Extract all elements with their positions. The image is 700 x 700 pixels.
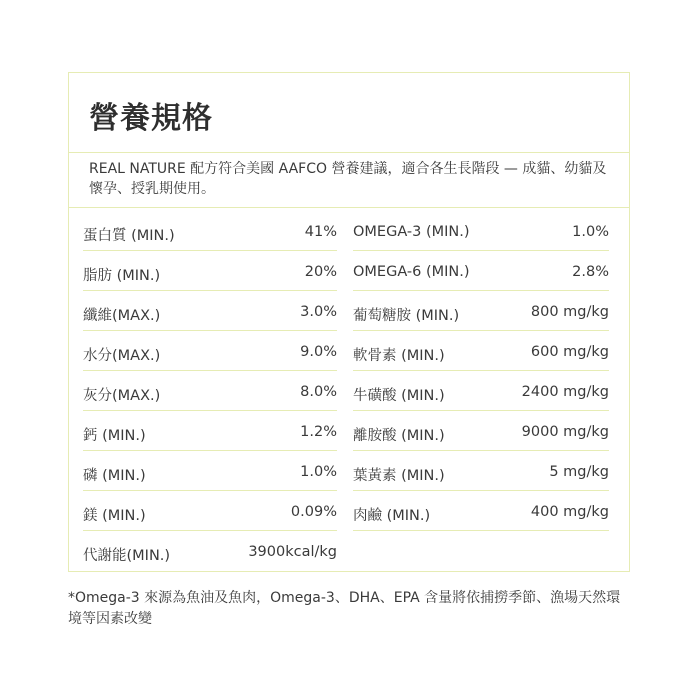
nutrient-row [83,491,337,531]
nutrient-label: 牛磺酸 (MIN.) [353,388,445,404]
nutrient-row [353,291,609,331]
nutrient-value: 9000 mg/kg [521,424,609,440]
nutrient-value: 1.2% [300,424,337,440]
nutrient-row [83,411,337,451]
nutrient-label: OMEGA-3 (MIN.) [353,224,470,240]
nutrient-row [353,451,609,491]
nutrient-row [83,371,337,411]
nutrient-label: 離胺酸 (MIN.) [353,428,445,444]
nutrient-value: 600 mg/kg [530,344,609,360]
nutrient-value: 3900kcal/kg [248,544,337,560]
nutrient-row [353,411,609,451]
title-divider [69,152,629,153]
nutrient-label: 灰分(MAX.) [83,388,161,404]
nutrient-value: 400 mg/kg [530,504,609,520]
intro-divider [69,207,629,208]
nutrient-value: 800 mg/kg [530,304,609,320]
nutrient-row [353,371,609,411]
nutrient-value: 8.0% [300,384,337,400]
nutrient-label: 代謝能(MIN.) [83,548,171,564]
nutrition-card [68,72,630,572]
nutrient-label: 水分(MAX.) [83,348,161,364]
nutrient-row [83,531,337,571]
intro-text: REAL NATURE 配方符合美國 AAFCO 營養建議，適合各生長階段 — 成貓、幼貓及懷孕、授乳期使用。 [89,161,607,197]
nutrient-row [83,291,337,331]
nutrient-row [353,251,609,291]
nutrient-label: 蛋白質 (MIN.) [83,228,175,244]
nutrient-value: 41% [304,224,337,240]
nutrient-label: 鈣 (MIN.) [83,428,146,444]
nutrient-label: 鎂 (MIN.) [83,508,146,524]
nutrient-value: 1.0% [300,464,337,480]
nutrient-value: 1.0% [572,224,609,240]
nutrient-label: 軟骨素 (MIN.) [353,348,445,364]
nutrient-label: 磷 (MIN.) [83,468,146,484]
nutrient-label: 脂肪 (MIN.) [83,268,161,284]
nutrient-label: 肉鹼 (MIN.) [353,508,431,524]
footnote: *Omega-3 來源為魚油及魚肉，Omega-3、DHA、EPA 含量將依捕撈季節、漁場天然環境等因素改變 [68,590,621,627]
nutrient-label: 葉黃素 (MIN.) [353,468,445,484]
nutrient-label: OMEGA-6 (MIN.) [353,264,470,280]
nutrient-row [353,491,609,531]
card-title: 營養規格 [89,101,213,136]
nutrient-value: 0.09% [290,504,337,520]
nutrient-column-right [353,211,609,531]
nutrient-value: 2400 mg/kg [521,384,609,400]
nutrient-row [83,451,337,491]
nutrient-value: 3.0% [300,304,337,320]
nutrient-value: 20% [304,264,337,280]
nutrient-label: 葡萄糖胺 (MIN.) [353,308,460,324]
nutrient-label: 纖維(MAX.) [83,308,161,324]
nutrient-row [83,211,337,251]
nutrient-value: 9.0% [300,344,337,360]
nutrient-value: 2.8% [572,264,609,280]
nutrient-row [83,251,337,291]
nutrient-row [353,211,609,251]
nutrient-value: 5 mg/kg [549,464,609,480]
nutrient-column-left [83,211,337,571]
nutrient-row [83,331,337,371]
nutrient-row [353,331,609,371]
